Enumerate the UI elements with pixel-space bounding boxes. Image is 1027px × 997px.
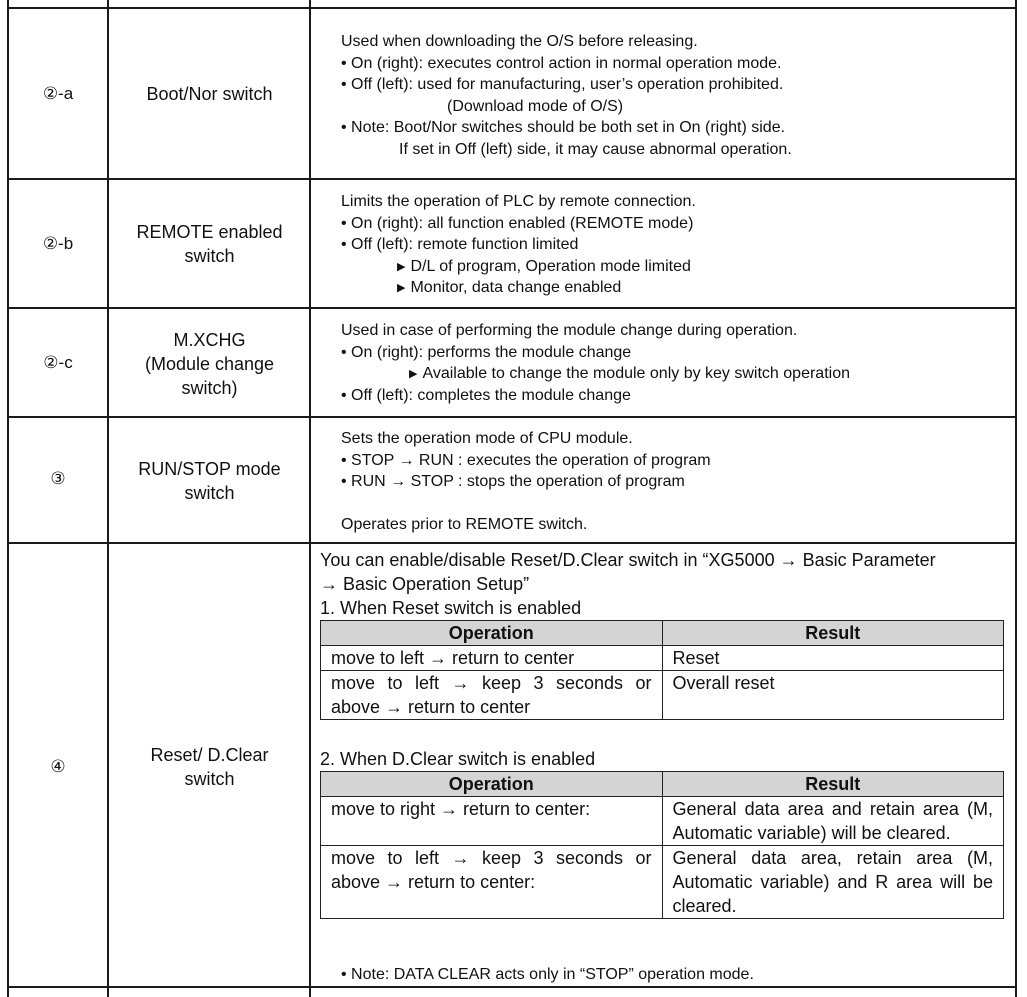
switch-name [110,328,309,400]
description-line [341,277,696,299]
row-number: ③ [50,469,66,488]
blank-line [341,493,711,515]
table-border-left [7,0,9,997]
result-cell: Reset [662,646,1004,671]
row-divider [7,542,1017,544]
description-line: (Download mode of O/S) [447,97,624,115]
switch-name [110,457,309,505]
triangle-bullet-icon: ▶ [397,282,406,294]
row-number: ②-a [42,84,74,103]
description-line: • Off (left): completes the module change [341,386,631,404]
row-divider [7,178,1017,180]
table-row [321,797,1004,846]
table-row [321,846,1004,919]
row-divider [7,416,1017,418]
triangle-bullet-icon: ▶ [409,368,418,380]
triangle-bullet-icon: ▶ [397,260,406,273]
row-number: ②-c [43,353,73,372]
description-line: Limits the operation of PLC by remote connection. [341,193,696,210]
header-result: Result [662,772,1004,797]
description-text: Available to change the module only by key switch operation [422,365,850,382]
row-divider [7,307,1017,309]
reset-table [320,620,1004,720]
description-line: • On (right): executes control action in normal operation mode. [341,54,782,72]
description-line: • Off (left): remote function limited [341,236,579,253]
description-text: Monitor, data change enabled [410,279,622,296]
description-line: Used in case of performing the module change during operation. [341,322,798,339]
result-cell: Overall reset [662,671,1004,720]
switch-name-line: RUN/STOP mode [138,459,281,479]
switch-name-line: switch) [181,378,238,398]
dclear-table [320,771,1004,919]
description-line: If set in Off (left) side, it may cause abnormal operation. [399,140,792,158]
switch-name-line: (Module change [144,354,275,374]
table-row [321,671,1004,720]
description-line: Sets the operation mode of CPU module. [341,430,633,447]
switch-description [341,191,696,299]
row-number: ②-b [42,234,74,253]
operation-cell: move to left → keep 3 seconds or above → return to center: [321,846,663,919]
row-number: ④ [50,757,66,776]
description-text: D/L of program, Operation mode limited [410,257,691,275]
column-divider-2 [309,0,311,997]
switch-description [341,320,850,406]
switch-name-line: Reset/ D.Clear [150,745,269,765]
description-line [341,363,850,385]
switch-name-line: switch [184,246,235,266]
switch-name-line: M.XCHG [173,330,246,350]
description-line: Operates prior to REMOTE switch. [341,516,588,533]
switch-name [110,743,309,791]
row-divider [7,986,1017,988]
table-border-right [1015,0,1017,997]
description-line: • On (right): performs the module change [341,343,632,361]
header-operation: Operation [321,621,663,646]
row-divider [7,7,1017,9]
description-line: • STOP → RUN : executes the operation of program [341,451,711,469]
result-cell: General data area and retain area (M, Automatic variable) will be cleared. [662,797,1004,846]
operation-cell: move to left → keep 3 seconds or above → return to center [321,671,663,720]
table-header-row [321,621,1004,646]
table-row [321,646,1004,671]
switch-description [341,31,792,160]
header-operation: Operation [321,772,663,797]
description-line: Used when downloading the O/S before releasing. [341,33,698,50]
switch-name-line: switch [184,769,235,789]
dclear-heading: 2. When D.Clear switch is enabled [320,749,596,769]
header-result: Result [662,621,1004,646]
reset-intro [320,548,1006,620]
intro-line: You can enable/disable Reset/D.Clear switch in “XG5000 → Basic Parameter [320,550,936,570]
switch-description [341,428,711,536]
description-line: • Off (left): used for manufacturing, user’s operation prohibited. [341,76,784,93]
description-line: • RUN → STOP : stops the operation of program [341,473,685,490]
switch-name-line: REMOTE enabled [136,222,283,242]
reset-heading: 1. When Reset switch is enabled [320,598,582,618]
operation-cell: move to right → return to center: [321,797,663,846]
table-header-row [321,772,1004,797]
switch-name-line: switch [184,483,235,503]
column-divider-1 [107,0,109,997]
switch-name [110,220,309,268]
dclear-note: • Note: DATA CLEAR acts only in “STOP” operation mode. [341,966,754,983]
result-cell: General data area, retain area (M, Automatic variable) and R area will be cleared. [662,846,1004,919]
description-line [341,256,696,278]
description-line: • Note: Boot/Nor switches should be both set in On (right) side. [341,119,786,136]
description-line: • On (right): all function enabled (REMOTE mode) [341,214,694,232]
operation-cell: move to left → return to center [321,646,663,671]
intro-line: → Basic Operation Setup” [320,574,530,594]
switch-name: Boot/Nor switch [146,84,273,104]
